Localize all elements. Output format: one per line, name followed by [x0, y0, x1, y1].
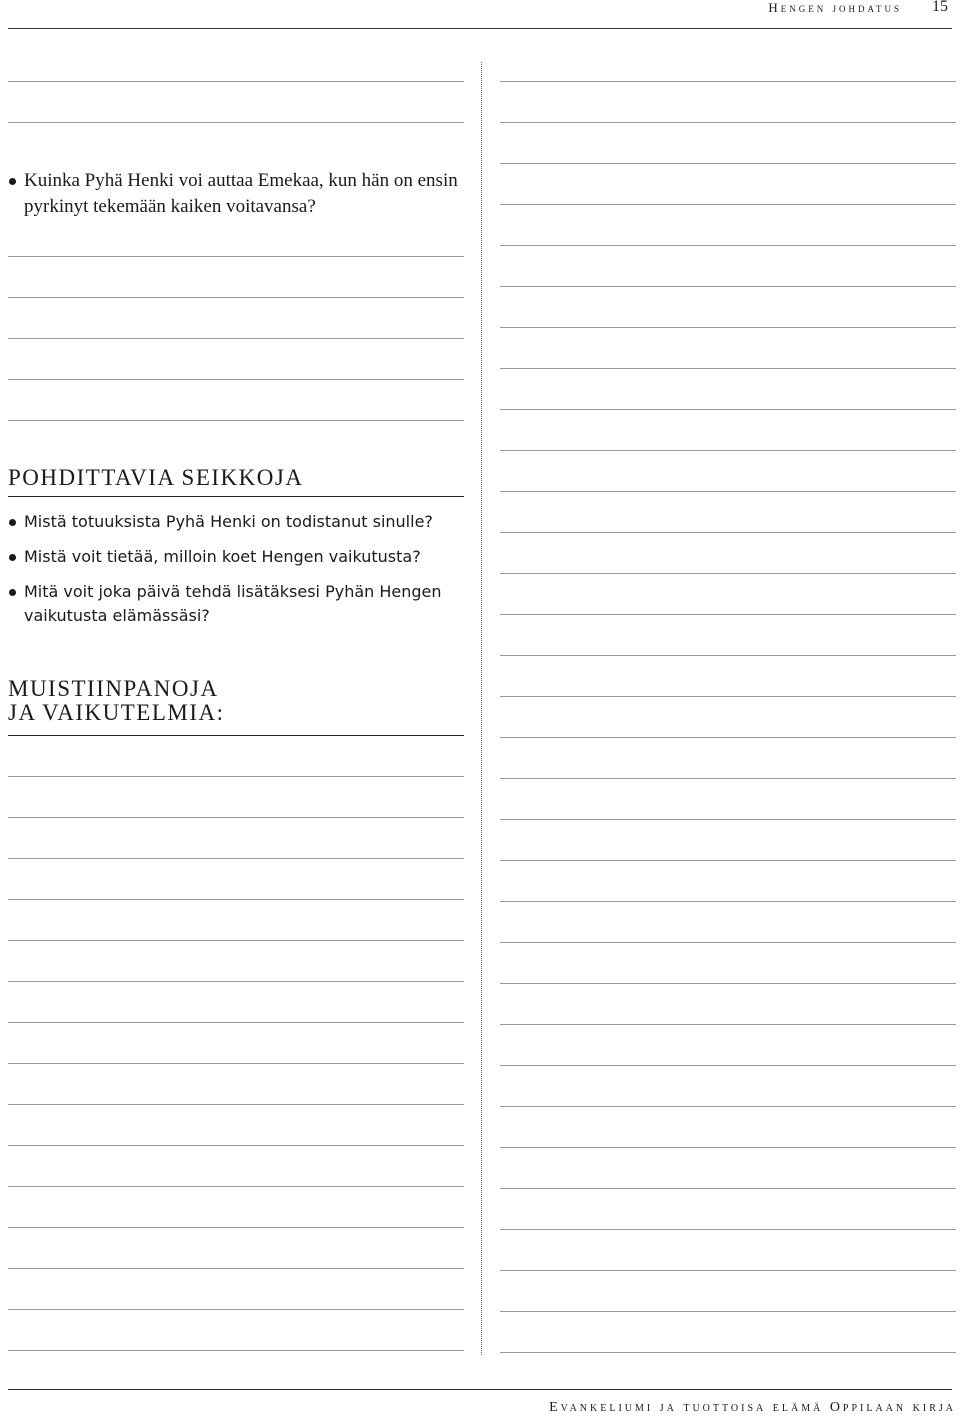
writing-line: [500, 327, 956, 328]
writing-line: [8, 420, 464, 421]
writing-line: [500, 614, 956, 615]
list-item: Mistä totuuksista Pyhä Henki on todistanut sinulle?: [8, 510, 464, 534]
reflection-list: [8, 510, 464, 639]
writing-line: [500, 1311, 956, 1312]
section-rule: [8, 735, 464, 736]
writing-line: [500, 983, 956, 984]
writing-line: [500, 737, 956, 738]
intro-question: [8, 168, 464, 220]
writing-line: [8, 297, 464, 298]
writing-line: [500, 942, 956, 943]
writing-line: [500, 573, 956, 574]
writing-line: [8, 122, 464, 123]
writing-line: [8, 1145, 464, 1146]
writing-line: [500, 1270, 956, 1271]
footer-title: Evankeliumi ja tuottoisa elämä Oppilaan kirja: [549, 1400, 956, 1415]
writing-line: [8, 81, 464, 82]
writing-line: [500, 81, 956, 82]
writing-line: [8, 1268, 464, 1269]
writing-line: [8, 1104, 464, 1105]
writing-line: [500, 1065, 956, 1066]
writing-line: [500, 1106, 956, 1107]
writing-line: [500, 901, 956, 902]
writing-line: [8, 1227, 464, 1228]
writing-line: [500, 532, 956, 533]
writing-line: [500, 1229, 956, 1230]
writing-line: [500, 409, 956, 410]
notes-heading-line1: MUISTIINPANOJA: [8, 676, 219, 701]
list-item: [8, 168, 464, 220]
writing-line: [8, 817, 464, 818]
writing-line: [8, 899, 464, 900]
writing-line: [500, 696, 956, 697]
writing-line: [500, 819, 956, 820]
notes-heading: [8, 677, 464, 725]
writing-line: [500, 1188, 956, 1189]
writing-line: [8, 1186, 464, 1187]
writing-line: [500, 1024, 956, 1025]
writing-line: [500, 1147, 956, 1148]
writing-line: [500, 163, 956, 164]
reflection-heading: POHDITTAVIA SEIKKOJA: [8, 465, 304, 490]
intro-question-text: Kuinka Pyhä Henki voi auttaa Emekaa, kun hän on ensin pyrkinyt tekemään kaiken voitavansa?: [24, 170, 458, 217]
writing-line: [8, 981, 464, 982]
writing-line: [500, 450, 956, 451]
list-item: Mitä voit joka päivä tehdä lisätäksesi Pyhän Hengen vaikutusta elämässäsi?: [8, 580, 464, 628]
writing-line: [8, 338, 464, 339]
writing-line: [8, 379, 464, 380]
writing-line: [8, 1063, 464, 1064]
writing-line: [500, 778, 956, 779]
column-divider: [481, 62, 482, 1355]
writing-line: [8, 940, 464, 941]
page-number: 15: [932, 0, 948, 15]
writing-line: [8, 1309, 464, 1310]
section-rule: [8, 496, 464, 497]
writing-line: [8, 1350, 464, 1351]
footer-rule: [8, 1389, 952, 1390]
writing-line: [500, 368, 956, 369]
notes-heading-line2: JA VAIKUTELMIA:: [8, 700, 225, 725]
writing-line: [8, 256, 464, 257]
writing-line: [500, 655, 956, 656]
writing-line: [500, 491, 956, 492]
running-title: Hengen johdatus: [768, 0, 902, 15]
writing-line: [500, 204, 956, 205]
writing-line: [500, 1352, 956, 1353]
page-header: [8, 0, 952, 29]
writing-line: [500, 122, 956, 123]
writing-line: [8, 858, 464, 859]
writing-line: [500, 245, 956, 246]
writing-line: [8, 1022, 464, 1023]
writing-line: [500, 860, 956, 861]
writing-line: [8, 776, 464, 777]
writing-line: [500, 286, 956, 287]
list-item: Mistä voit tietää, milloin koet Hengen vaikutusta?: [8, 545, 464, 569]
